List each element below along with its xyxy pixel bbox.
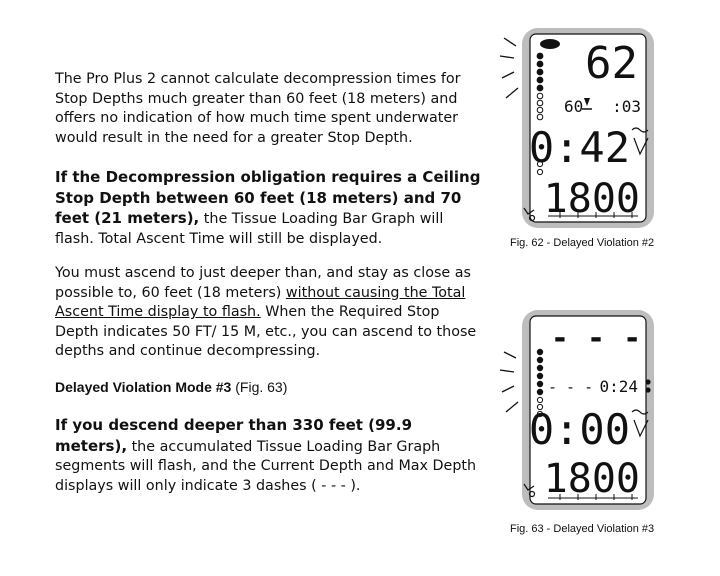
total-ascent-time: 0:42 [528, 123, 630, 172]
ascend-underlined-text: without causing the Total Ascent Time display to flash. [55, 284, 466, 321]
current-depth: 62 [585, 38, 638, 89]
dive-computer-figure-63 [498, 308, 670, 514]
pressure-reading: 1800 [543, 456, 640, 502]
battery-icon [540, 39, 560, 49]
max-depth-dashes: - - - [548, 378, 594, 396]
stop-depth: 60 [564, 97, 584, 116]
stop-time: :03 [612, 97, 641, 116]
total-ascent-time: 0:00 [528, 405, 630, 454]
flash-lines-icon [500, 352, 518, 412]
ascend-text-start: You must ascend to just deeper than, and stay as close as possible to, 60 feet (18 meters) [55, 265, 471, 301]
ceiling-stop-bold-text: If the Decompression obligation requires a Ceiling Stop Depth between 60 feet (18 meters) and 70 feet (21 meters), [55, 168, 481, 228]
paragraph-stop-depth-limit: The Pro Plus 2 cannot calculate decompression times for Stop Depths much greater than 60 feet (18 meters) and offers no indication of how much time spent underwater would result in the need for a greater Stop Depth. [55, 71, 461, 146]
paragraph-ascend-instruction [55, 264, 485, 362]
paragraph-descend-deeper [55, 416, 485, 496]
tissue-bar-graph [537, 53, 544, 92]
pressure-reading: 1800 [543, 176, 640, 222]
heading-figure-ref: (Fig. 63) [231, 379, 288, 395]
heading-delayed-violation-3 [55, 378, 485, 398]
descend-bold-text: If you descend deeper than 330 feet (99.9 meters), [55, 416, 413, 455]
heading-text: Delayed Violation Mode #3 [55, 379, 232, 395]
flash-lines-icon [500, 38, 518, 98]
descend-text: the accumulated Tissue Loading Bar Graph segments will flash, and the Current Depth and Max Depth displays will only indicate 3 dashes ( - - - ). [55, 438, 477, 494]
ascend-text-end: When the Required Stop Depth indicates 50 FT/ 15 M, etc., you can ascend to those depths and continue decompressing. [55, 304, 477, 360]
paragraph-ceiling-stop [55, 168, 485, 249]
figure-63-caption: Fig. 63 - Delayed Violation #3 [510, 523, 655, 535]
current-depth-dashes: - - - [550, 321, 642, 356]
dive-computer-figure-62 [498, 26, 670, 232]
ceiling-stop-text: the Tissue Loading Bar Graph will flash. Total Ascent Time will still be displayed. [55, 211, 444, 247]
surface-time: 0:24 [599, 377, 638, 396]
figure-62-caption: Fig. 62 - Delayed Violation #2 [510, 237, 655, 249]
